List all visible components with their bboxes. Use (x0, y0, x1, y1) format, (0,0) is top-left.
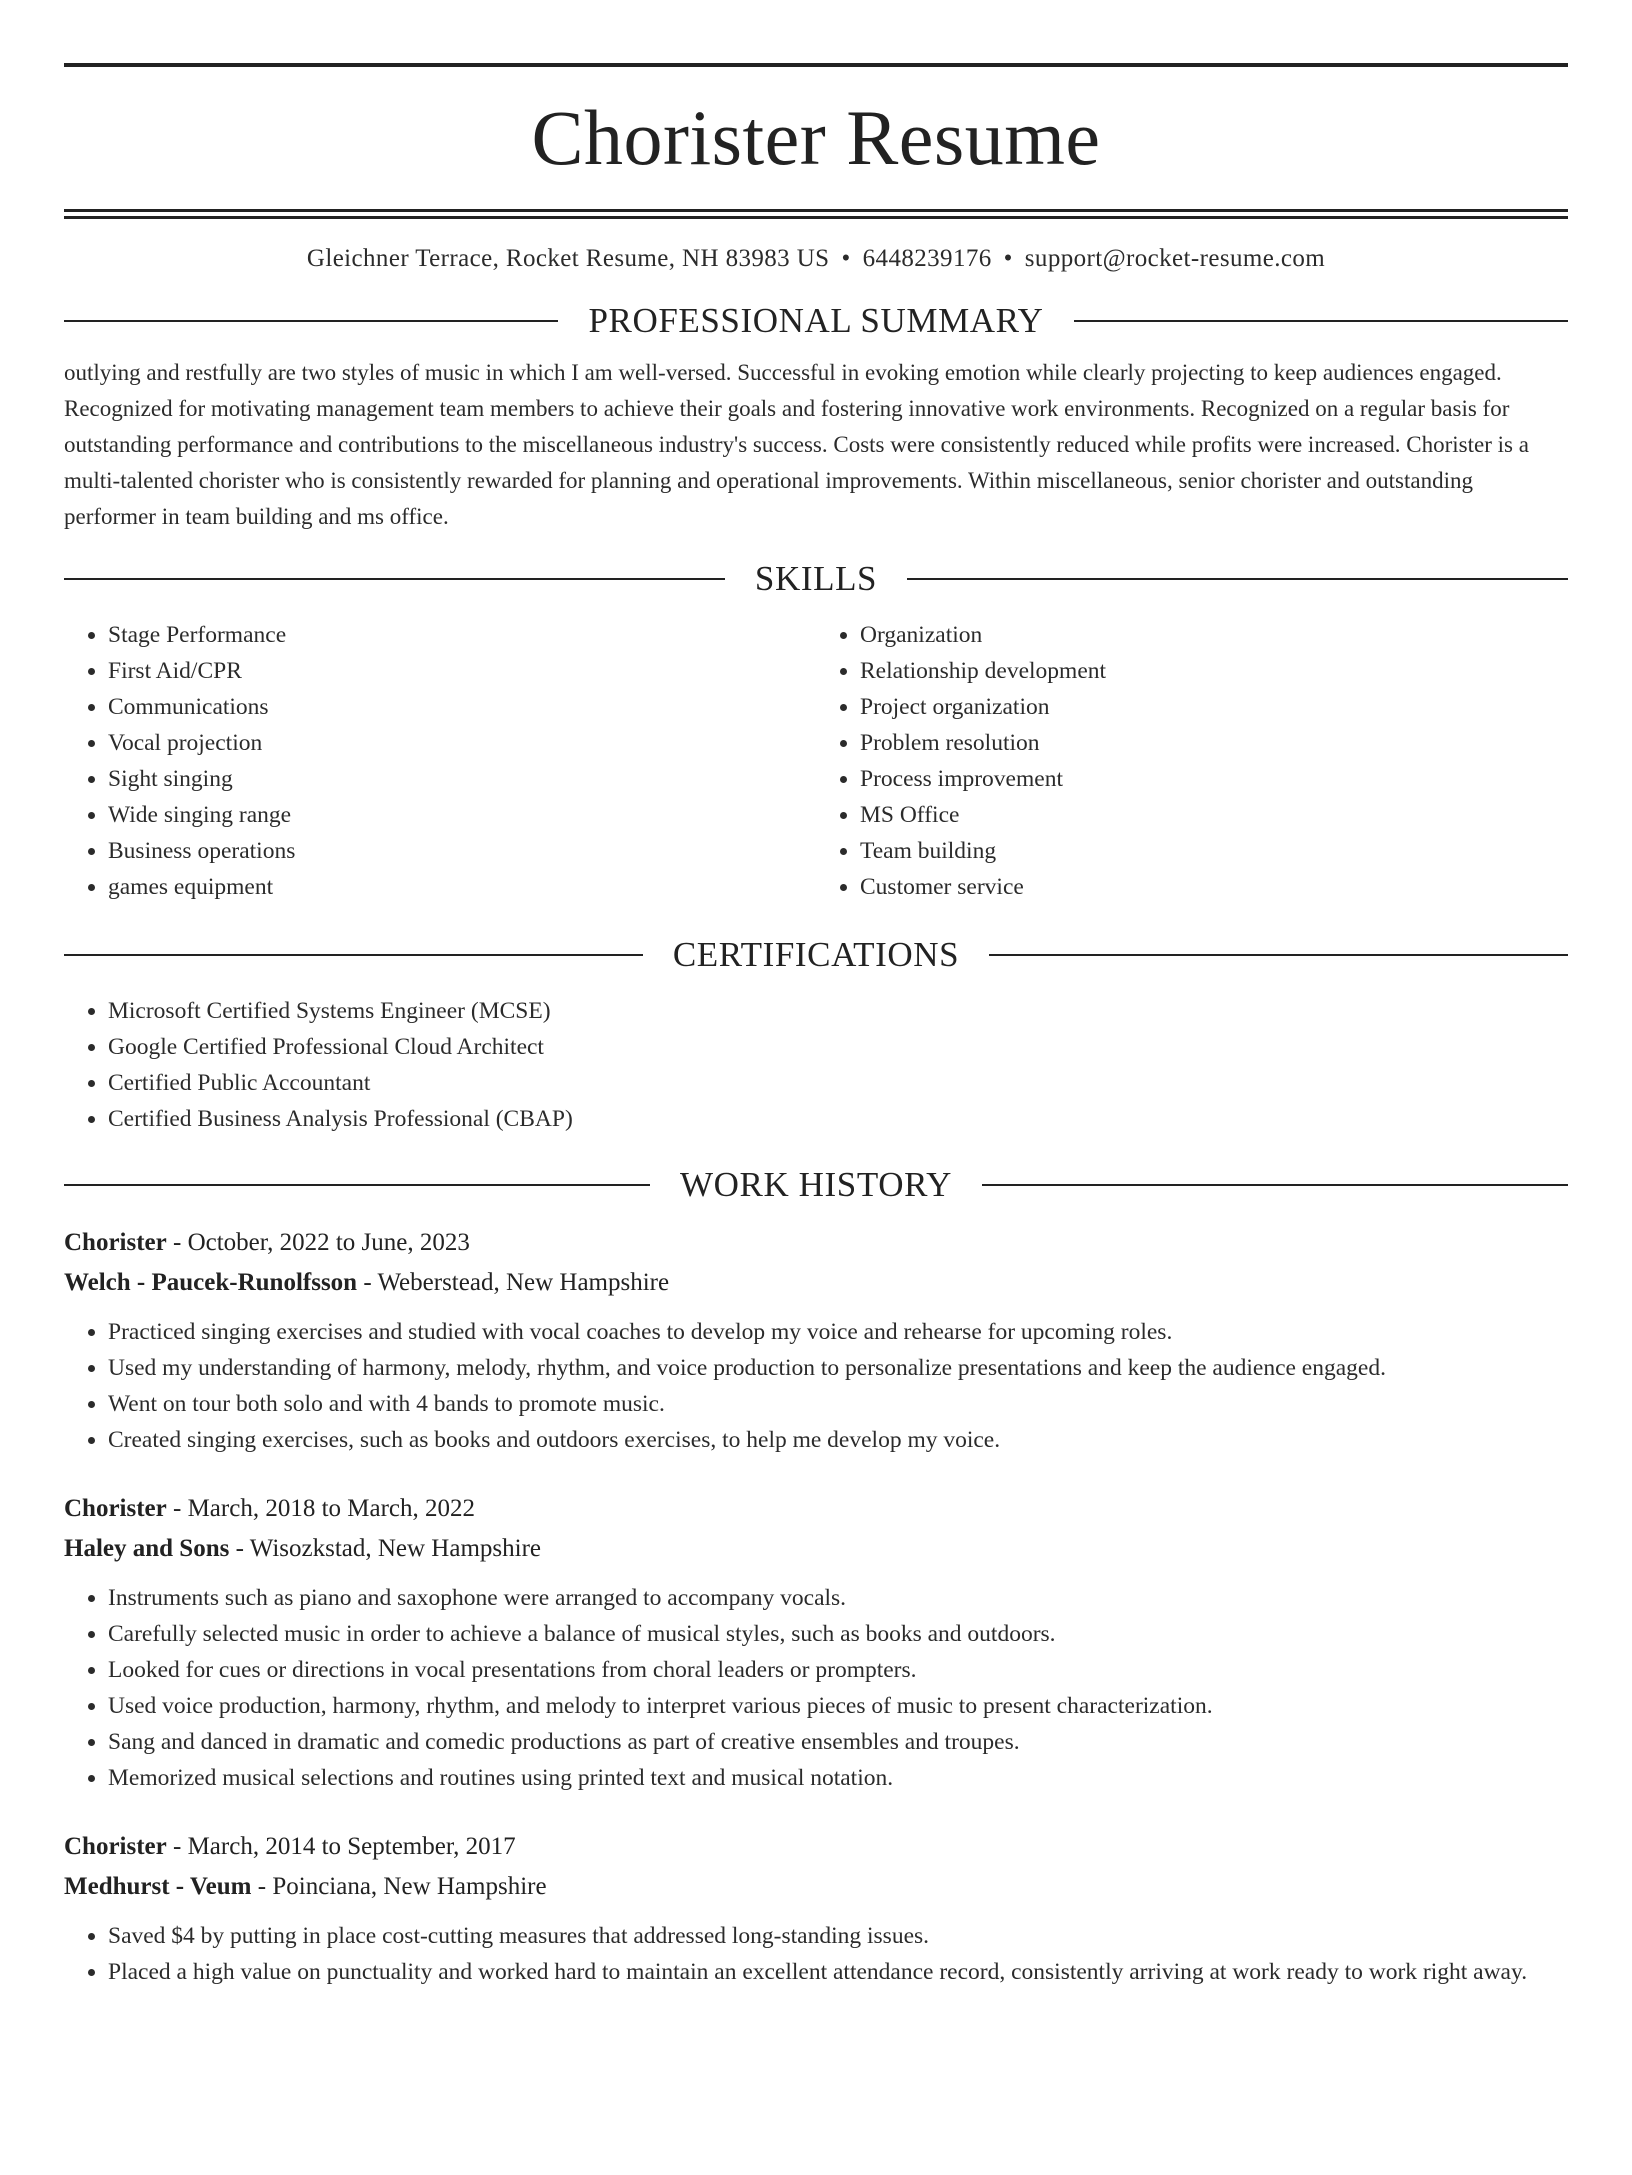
skill-item: • games equipment (108, 869, 816, 905)
skill-item: • MS Office (860, 797, 1568, 833)
section-heading-work-history (64, 1165, 1568, 1205)
certification-item: • Microsoft Certified Systems Engineer (MCSE) (108, 993, 1568, 1029)
section-heading-certifications (64, 935, 1568, 975)
skill-item: • First Aid/CPR (108, 653, 816, 689)
section-heading-skills (64, 559, 1568, 599)
section-title: CERTIFICATIONS (672, 935, 960, 974)
job-title-row (64, 1223, 1568, 1263)
contact-phone: 6448239176 (862, 245, 992, 272)
job-bullet: • Went on tour both solo and with 4 bands to promote music. (108, 1386, 1568, 1422)
skill-item: • Team building (860, 833, 1568, 869)
job-dates: - October, 2022 to June, 2023 (166, 1229, 470, 1256)
job-title: Chorister (64, 1229, 167, 1256)
skill-item: • Sight singing (108, 761, 816, 797)
job-bullet: • Placed a high value on punctuality and worked hard to maintain an excellent attendance record, consistently arriving at work ready to work right away. (108, 1954, 1568, 1990)
heading-rule (64, 578, 725, 580)
skill-item: • Communications (108, 689, 816, 725)
section-title: WORK HISTORY (680, 1165, 952, 1204)
contact-separator: • (841, 245, 851, 272)
heading-rule (64, 1184, 650, 1186)
job-company: Haley and Sons (64, 1535, 230, 1562)
job-bullet: • Used my understanding of harmony, melody, rhythm, and voice production to personalize presentations and keep the audience engaged. (108, 1350, 1568, 1386)
heading-rule (64, 954, 643, 956)
job-entry (64, 1223, 1568, 1458)
job-title: Chorister (64, 1495, 167, 1522)
contact-line (64, 245, 1568, 273)
certification-item: • Certified Business Analysis Professional (CBAP) (108, 1101, 1568, 1137)
job-location: - Poinciana, New Hampshire (251, 1873, 547, 1900)
skills-columns (64, 617, 1568, 905)
skills-list-left (64, 617, 816, 905)
skill-item: • Vocal projection (108, 725, 816, 761)
job-bullet: • Sang and danced in dramatic and comedic productions as part of creative ensembles and troupes. (108, 1724, 1568, 1760)
job-bullet: • Practiced singing exercises and studied with vocal coaches to develop my voice and rehearse for upcoming roles. (108, 1314, 1568, 1350)
skill-item: • Wide singing range (108, 797, 816, 833)
heading-rule (1074, 320, 1568, 322)
resume-page (0, 63, 1632, 2175)
job-title-row (64, 1827, 1568, 1867)
job-location: - Weberstead, New Hampshire (357, 1269, 670, 1296)
skill-item: • Relationship development (860, 653, 1568, 689)
skills-list-right (816, 617, 1568, 905)
skill-item: • Organization (860, 617, 1568, 653)
job-entry (64, 1489, 1568, 1796)
job-title-row (64, 1489, 1568, 1529)
contact-email: support@rocket-resume.com (1024, 245, 1326, 272)
job-bullets (64, 1580, 1568, 1796)
certification-item: • Google Certified Professional Cloud Architect (108, 1029, 1568, 1065)
job-dates: - March, 2018 to March, 2022 (166, 1495, 476, 1522)
job-bullet: • Saved $4 by putting in place cost-cutting measures that addressed long-standing issues. (108, 1918, 1568, 1954)
job-location: - Wisozkstad, New Hampshire (229, 1535, 542, 1562)
job-company: Welch - Paucek-Runolfsson (64, 1269, 358, 1296)
job-bullet: • Memorized musical selections and routines using printed text and musical notation. (108, 1760, 1568, 1796)
skill-item: • Business operations (108, 833, 816, 869)
heading-rule (907, 578, 1568, 580)
job-company-row (64, 1529, 1568, 1569)
job-bullet: • Created singing exercises, such as books and outdoors exercises, to help me develop my voice. (108, 1422, 1568, 1458)
skill-item: • Project organization (860, 689, 1568, 725)
skill-item: • Stage Performance (108, 617, 816, 653)
job-company: Medhurst - Veum (64, 1873, 252, 1900)
section-title: PROFESSIONAL SUMMARY (588, 301, 1044, 340)
certification-item: • Certified Public Accountant (108, 1065, 1568, 1101)
section-title: SKILLS (754, 559, 878, 598)
heading-rule (64, 320, 558, 322)
contact-address: Gleichner Terrace, Rocket Resume, NH 83983 US (306, 245, 830, 272)
summary-text: outlying and restfully are two styles of music in which I am well-versed. Successful in evoking emotion while clearly projecting to keep audiences engaged. Recognized for motivating management team members to achieve their goals and fostering innovative work environments. Recognized on a regular basis for outstanding performance and contributions to the miscellaneous industry's success. Costs were consistently reduced while profits were increased. Chorister is a multi-talented chorister who is consistently rewarded for planning and operational improvements. Within miscellaneous, senior chorister and outstanding performer in team building and ms office. (64, 360, 1529, 529)
heading-rule (982, 1184, 1568, 1186)
resume-title: Chorister Resume (531, 94, 1101, 181)
contact-separator: • (1003, 245, 1013, 272)
title-double-rule (64, 209, 1568, 219)
job-bullet: • Looked for cues or directions in vocal presentations from choral leaders or prompters. (108, 1652, 1568, 1688)
job-company-row (64, 1263, 1568, 1303)
job-bullet: • Instruments such as piano and saxophone were arranged to accompany vocals. (108, 1580, 1568, 1616)
job-title: Chorister (64, 1833, 167, 1860)
certifications-list (64, 993, 1568, 1137)
skill-item: • Process improvement (860, 761, 1568, 797)
job-bullet: • Used voice production, harmony, rhythm, and melody to interpret various pieces of music to present characterization. (108, 1688, 1568, 1724)
section-heading-summary (64, 301, 1568, 341)
job-entry (64, 1827, 1568, 1990)
job-bullet: • Carefully selected music in order to achieve a balance of musical styles, such as books and outdoors. (108, 1616, 1568, 1652)
job-bullets (64, 1314, 1568, 1458)
skill-item: • Problem resolution (860, 725, 1568, 761)
skill-item: • Customer service (860, 869, 1568, 905)
job-dates: - March, 2014 to September, 2017 (166, 1833, 516, 1860)
heading-rule (989, 954, 1568, 956)
job-bullets (64, 1918, 1568, 1990)
job-company-row (64, 1867, 1568, 1907)
